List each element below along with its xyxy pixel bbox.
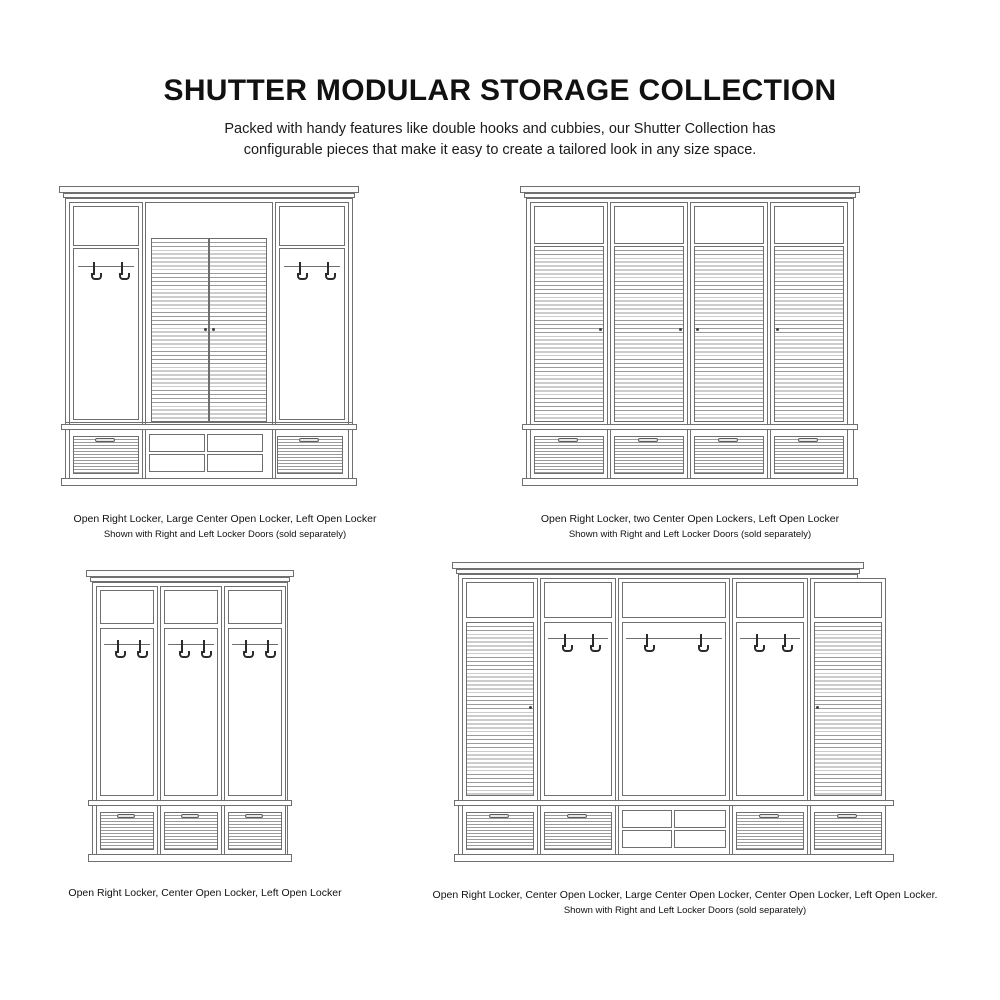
unit-top-left-caption bbox=[45, 512, 405, 542]
drawer-pull-icon[interactable] bbox=[638, 438, 658, 442]
plinth-base bbox=[88, 854, 292, 862]
center-right-louver-door[interactable] bbox=[209, 238, 267, 422]
double-hook-icon bbox=[780, 634, 790, 650]
center-cubby-top-right bbox=[674, 810, 726, 828]
center-left-louver-door[interactable] bbox=[151, 238, 209, 422]
drawer-pull-icon[interactable] bbox=[181, 814, 199, 818]
louver-door-2[interactable] bbox=[614, 246, 684, 422]
unit-top-right-drawing bbox=[520, 186, 900, 506]
locker-opening-3 bbox=[622, 622, 726, 796]
page-title: SHUTTER MODULAR STORAGE COLLECTION bbox=[163, 74, 837, 107]
caption-line-2: Shown with Right and Left Locker Doors (sold separately) bbox=[568, 529, 812, 541]
door-knob-icon[interactable] bbox=[696, 328, 699, 331]
louver-door-1[interactable] bbox=[534, 246, 604, 422]
caption-line-1: Open Right Locker, Center Open Locker, Left Open Locker bbox=[68, 887, 342, 899]
double-hook-icon bbox=[696, 634, 706, 650]
upper-cubby-3 bbox=[228, 590, 282, 624]
crown-molding bbox=[86, 570, 294, 577]
double-hook-icon bbox=[642, 634, 652, 650]
base-rail bbox=[88, 800, 292, 806]
base-rail bbox=[522, 424, 858, 430]
unit-bottom-right bbox=[430, 562, 950, 918]
unit-top-right bbox=[520, 186, 900, 542]
double-hook-icon bbox=[177, 640, 187, 656]
base-rail bbox=[61, 424, 357, 430]
double-hook-icon bbox=[135, 640, 145, 656]
door-knob-icon[interactable] bbox=[816, 706, 819, 709]
upper-cubby-3 bbox=[694, 206, 764, 244]
upper-cubby-2 bbox=[544, 582, 612, 618]
double-hook-icon bbox=[295, 262, 305, 278]
door-knob-icon[interactable] bbox=[599, 328, 602, 331]
drawer-pull-icon[interactable] bbox=[798, 438, 818, 442]
drawer-pull-icon[interactable] bbox=[245, 814, 263, 818]
upper-cubby-2 bbox=[614, 206, 684, 244]
locker-opening-2 bbox=[544, 622, 612, 796]
caption-line-2: Shown with Right and Left Locker Doors (sold separately) bbox=[103, 529, 347, 541]
caption-line-1: Open Right Locker, two Center Open Lockers, Left Open Locker bbox=[540, 513, 840, 525]
upper-cubby-4 bbox=[736, 582, 804, 618]
plinth-base bbox=[61, 478, 357, 486]
double-hook-icon bbox=[263, 640, 273, 656]
page-subtitle-line-2: configurable pieces that make it easy to create a tailored look in any size space. bbox=[243, 142, 757, 159]
drawer-pull-icon[interactable] bbox=[95, 438, 115, 442]
unit-bottom-right-drawing bbox=[430, 562, 950, 882]
base-rail-line bbox=[65, 422, 353, 423]
drawer-pull-icon[interactable] bbox=[299, 438, 319, 442]
upper-cubby-1 bbox=[466, 582, 534, 618]
drawer-pull-icon[interactable] bbox=[567, 814, 587, 818]
locker-opening-4 bbox=[736, 622, 804, 796]
double-hook-icon bbox=[323, 262, 333, 278]
crown-molding bbox=[520, 186, 860, 193]
drawer-pull-icon[interactable] bbox=[837, 814, 857, 818]
hook-rail-3 bbox=[626, 638, 722, 639]
double-hook-icon bbox=[752, 634, 762, 650]
caption-line-2: Shown with Right and Left Locker Doors (sold separately) bbox=[563, 905, 807, 917]
upper-cubby-3 bbox=[622, 582, 726, 618]
double-hook-icon bbox=[199, 640, 209, 656]
upper-cubby-1 bbox=[534, 206, 604, 244]
drawer-pull-icon[interactable] bbox=[759, 814, 779, 818]
plinth-base bbox=[454, 854, 894, 862]
plinth-base bbox=[522, 478, 858, 486]
caption-line-1: Open Right Locker, Center Open Locker, Large Center Open Locker, Center Open Locker, Left Open Locker. bbox=[432, 889, 938, 901]
upper-cubby-1 bbox=[100, 590, 154, 624]
center-cubby-top-left bbox=[622, 810, 672, 828]
center-cubby-bottom-right bbox=[207, 454, 263, 472]
center-cubby-bottom-left bbox=[622, 830, 672, 848]
double-hook-icon bbox=[113, 640, 123, 656]
upper-cubby-5 bbox=[814, 582, 882, 618]
door-knob-icon[interactable] bbox=[212, 328, 215, 331]
page-header bbox=[0, 74, 1000, 161]
center-cubby-top-left bbox=[149, 434, 205, 452]
center-cubby-bottom-right bbox=[674, 830, 726, 848]
unit-bottom-right-caption bbox=[430, 888, 940, 918]
louver-door-5[interactable] bbox=[814, 622, 882, 796]
drawer-pull-icon[interactable] bbox=[117, 814, 135, 818]
hook-rail-4 bbox=[740, 638, 800, 639]
door-knob-icon[interactable] bbox=[204, 328, 207, 331]
unit-bottom-left-drawing bbox=[60, 570, 380, 880]
unit-top-left-drawing bbox=[45, 186, 405, 506]
crown-molding bbox=[59, 186, 359, 193]
double-hook-icon bbox=[117, 262, 127, 278]
double-hook-icon bbox=[89, 262, 99, 278]
unit-top-right-caption bbox=[520, 512, 860, 542]
unit-bottom-left-caption bbox=[60, 886, 350, 901]
drawer-pull-icon[interactable] bbox=[718, 438, 738, 442]
left-upper-cubby bbox=[73, 206, 139, 246]
louver-door-4[interactable] bbox=[774, 246, 844, 422]
center-cubby-bottom-left bbox=[149, 454, 205, 472]
caption-line-1: Open Right Locker, Large Center Open Locker, Left Open Locker bbox=[73, 513, 377, 525]
double-hook-icon bbox=[588, 634, 598, 650]
crown-molding bbox=[452, 562, 864, 569]
louver-door-1[interactable] bbox=[466, 622, 534, 796]
page-subtitle bbox=[170, 119, 830, 161]
center-cubby-top-right bbox=[207, 434, 263, 452]
upper-cubby-2 bbox=[164, 590, 218, 624]
drawer-pull-icon[interactable] bbox=[558, 438, 578, 442]
door-knob-icon[interactable] bbox=[679, 328, 682, 331]
unit-top-left bbox=[45, 186, 405, 542]
louver-door-3[interactable] bbox=[694, 246, 764, 422]
base-rail bbox=[454, 800, 894, 806]
double-hook-icon bbox=[241, 640, 251, 656]
drawer-pull-icon[interactable] bbox=[489, 814, 509, 818]
right-upper-cubby bbox=[279, 206, 345, 246]
double-hook-icon bbox=[560, 634, 570, 650]
page-subtitle-line-1: Packed with handy features like double hooks and cubbies, our Shutter Collection has bbox=[224, 121, 776, 137]
unit-bottom-left bbox=[60, 570, 380, 901]
door-knob-icon[interactable] bbox=[776, 328, 779, 331]
upper-cubby-4 bbox=[774, 206, 844, 244]
door-knob-icon[interactable] bbox=[529, 706, 532, 709]
hook-rail-2 bbox=[548, 638, 608, 639]
